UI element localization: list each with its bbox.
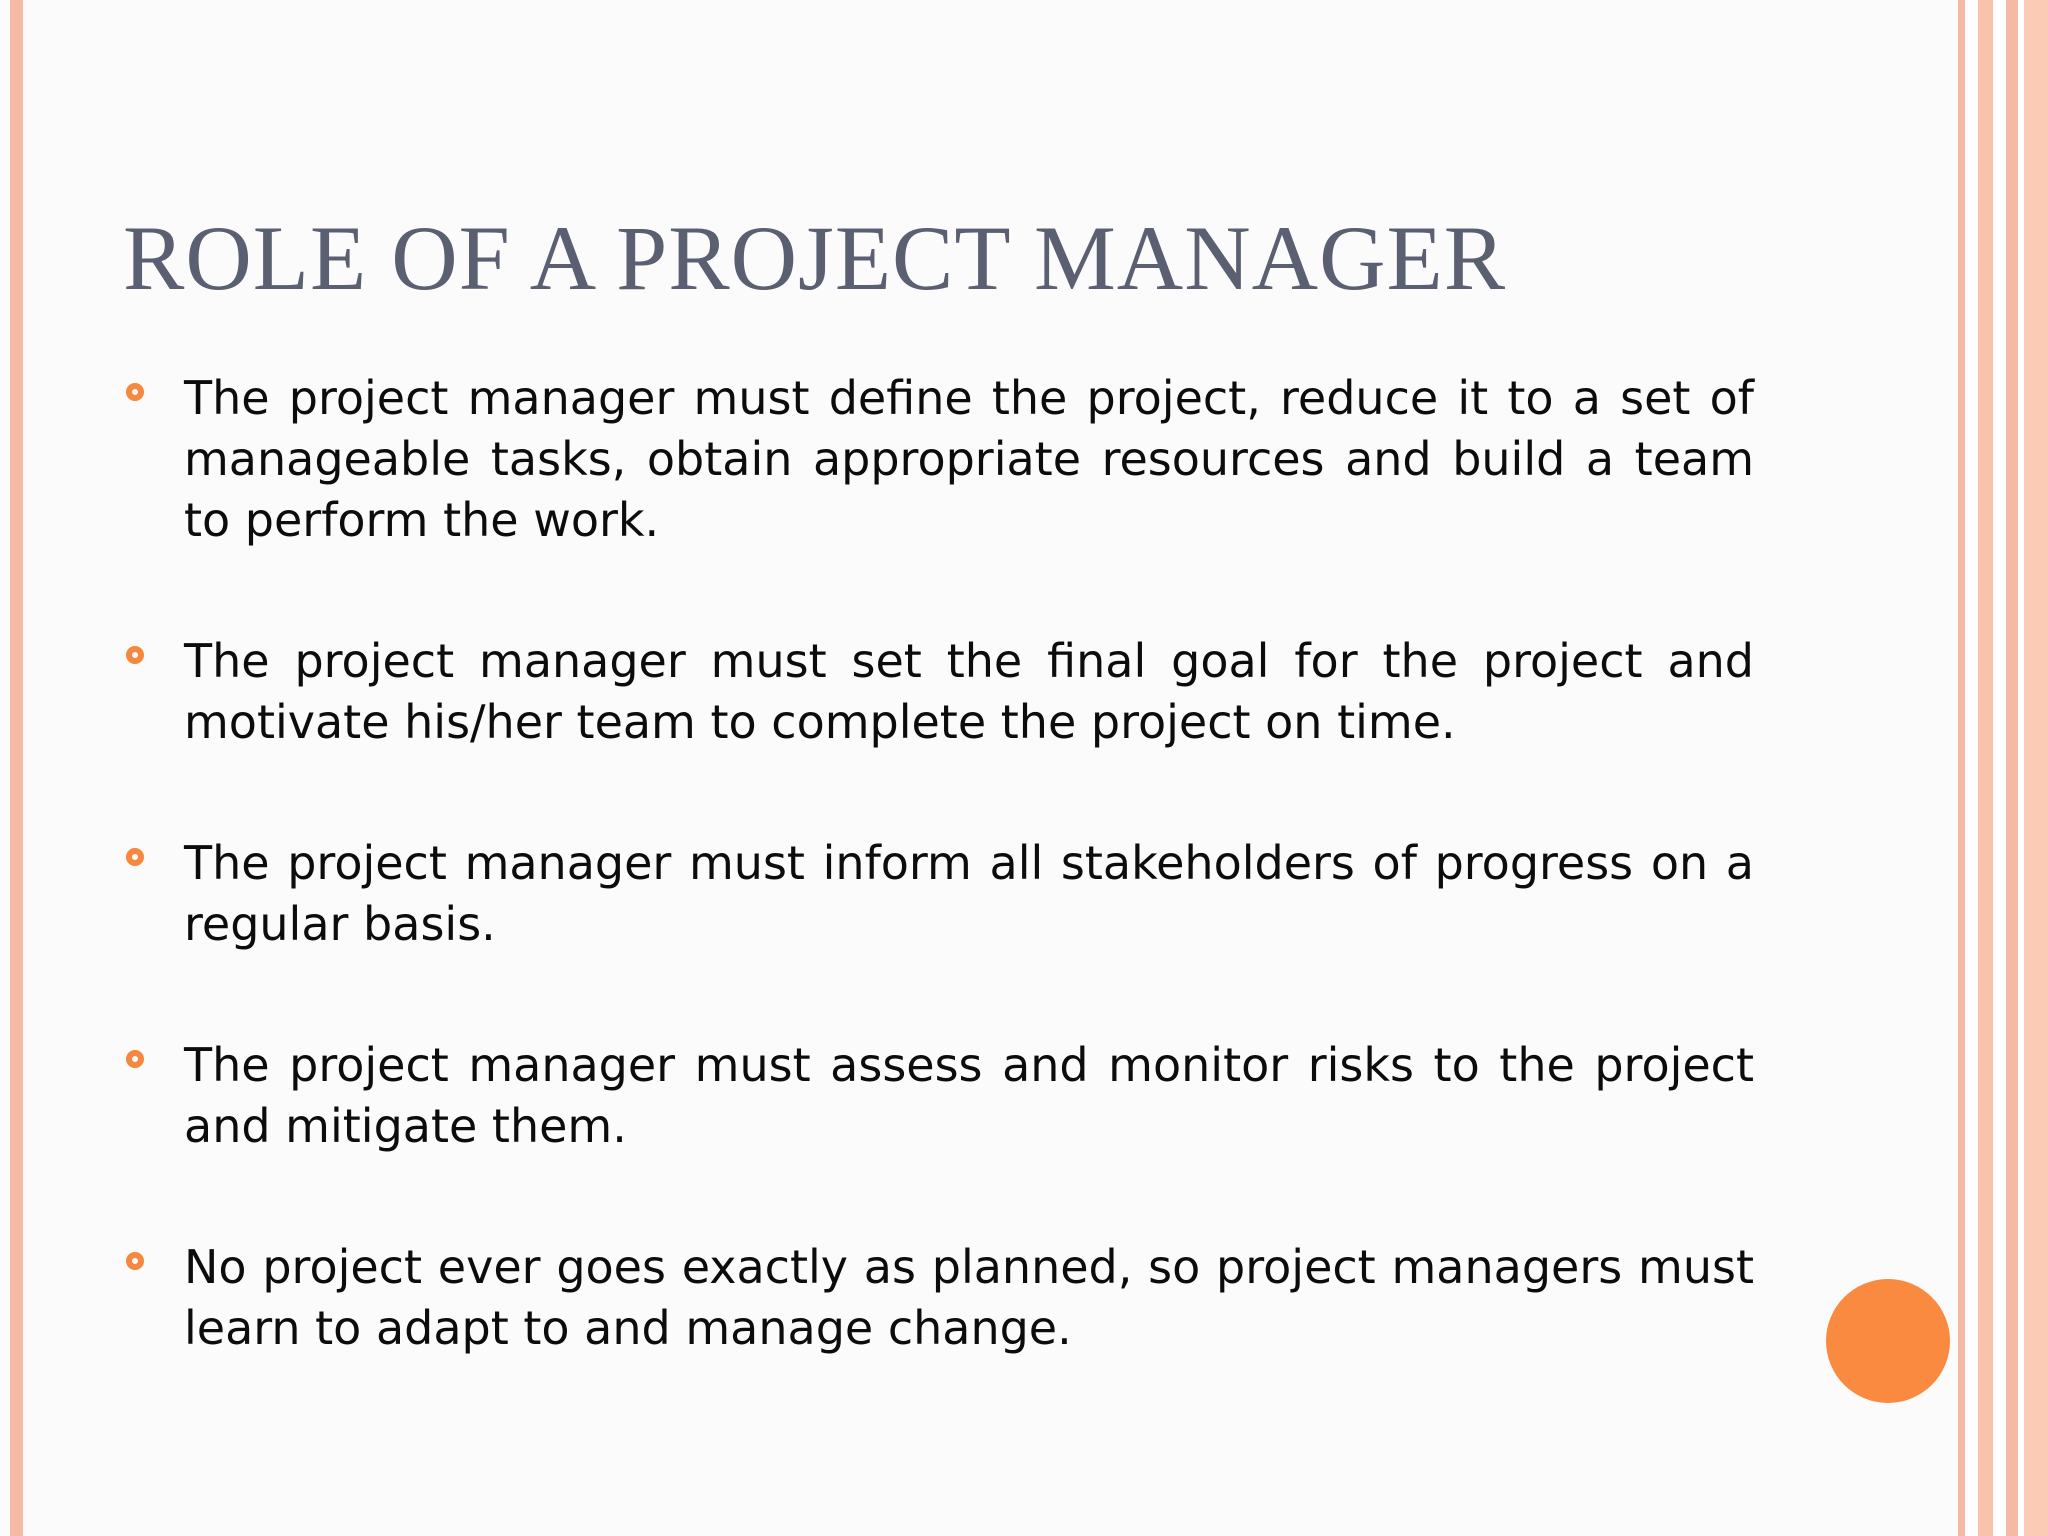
- bullet-text: The project manager must define the project, reduce it to a set of manageable tasks, obtain appropriate resources and build a team to perform the work.: [184, 371, 1754, 547]
- bullet-item: [122, 1237, 1754, 1359]
- right-border-stripe-4: [2024, 0, 2048, 1536]
- left-border-stripe: [10, 0, 23, 1536]
- bullet-list: [122, 368, 1754, 1439]
- bullet-text: The project manager must set the final goal for the project and motivate his/her team to complete the project on time.: [184, 634, 1754, 749]
- bullet-text: The project manager must inform all stakeholders of progress on a regular basis.: [184, 836, 1754, 951]
- bullet-text: No project ever goes exactly as planned, so project managers must learn to adapt to and manage change.: [184, 1240, 1754, 1355]
- slide-title: ROLE OF A PROJECT MANAGER: [123, 207, 1507, 309]
- bullet-item: [122, 368, 1754, 551]
- hollow-circle-bullet-icon: [126, 1050, 144, 1068]
- hollow-circle-bullet-icon: [126, 383, 144, 401]
- bullet-item: [122, 833, 1754, 955]
- right-border-stripe-3: [2006, 0, 2018, 1536]
- bullet-item: [122, 631, 1754, 753]
- hollow-circle-bullet-icon: [126, 848, 144, 866]
- orange-circle-decoration: [1826, 1279, 1950, 1403]
- hollow-circle-bullet-icon: [126, 646, 144, 664]
- right-border-gap-1: [1965, 0, 1978, 1536]
- right-border-gap-2: [1993, 0, 2006, 1536]
- hollow-circle-bullet-icon: [126, 1252, 144, 1270]
- right-border-stripe-1: [1958, 0, 1965, 1536]
- right-border-stripe-2: [1978, 0, 1993, 1536]
- bullet-item: [122, 1035, 1754, 1157]
- bullet-text: The project manager must assess and monitor risks to the project and mitigate them.: [184, 1038, 1754, 1153]
